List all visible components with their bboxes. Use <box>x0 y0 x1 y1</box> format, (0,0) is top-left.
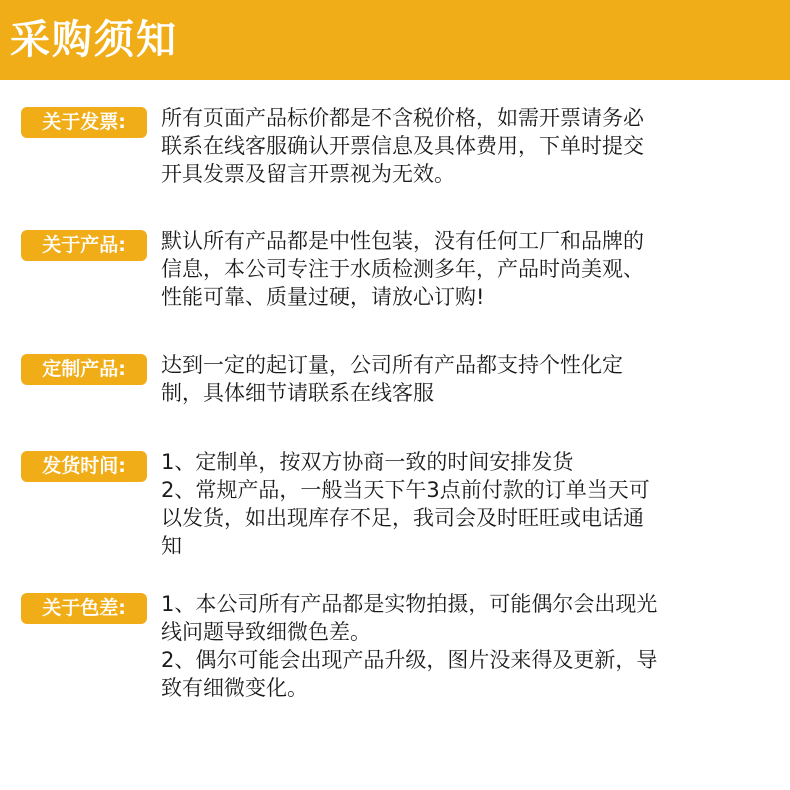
body-line: 1、本公司所有产品都是实物拍摄，可能偶尔会出现光 <box>161 592 658 616</box>
header-banner <box>0 0 790 80</box>
section-label-badge: 关于发票: <box>21 107 147 138</box>
body-line: 所有页面产品标价都是不含税价格，如需开票请务必 <box>161 106 644 130</box>
body-line: 以发货，如出现库存不足，我司会及时旺旺或电话通 <box>161 506 644 530</box>
body-line: 默认所有产品都是中性包装，没有任何工厂和品牌的 <box>161 229 644 253</box>
body-line: 性能可靠、质量过硬，请放心订购! <box>161 285 485 309</box>
body-line: 1、定制单，按双方协商一致的时间安排发货 <box>161 450 574 474</box>
section-label-badge: 关于产品: <box>21 230 147 261</box>
section-body <box>161 104 741 188</box>
section-body <box>161 351 741 407</box>
body-line: 开具发票及留言开票视为无效。 <box>161 162 455 186</box>
section-label-badge: 定制产品: <box>21 354 147 385</box>
body-line: 制，具体细节请联系在线客服 <box>161 381 434 405</box>
section-body <box>161 227 741 311</box>
section-label-badge: 关于色差: <box>21 593 147 624</box>
body-line: 信息，本公司专注于水质检测多年，产品时尚美观、 <box>161 257 644 281</box>
body-line: 2、偶尔可能会出现产品升级，图片没来得及更新，导 <box>161 648 658 672</box>
body-line: 达到一定的起订量，公司所有产品都支持个性化定 <box>161 353 623 377</box>
section-body <box>161 448 741 560</box>
body-line: 知 <box>161 534 182 558</box>
section-label-badge: 发货时间: <box>21 451 147 482</box>
body-line: 线问题导致细微色差。 <box>161 620 371 644</box>
section-body <box>161 590 741 702</box>
body-line: 致有细微变化。 <box>161 676 308 700</box>
page-title: 采购须知 <box>10 17 178 63</box>
body-line: 2、常规产品，一般当天下午3点前付款的订单当天可 <box>161 478 650 502</box>
body-line: 联系在线客服确认开票信息及具体费用，下单时提交 <box>161 134 644 158</box>
